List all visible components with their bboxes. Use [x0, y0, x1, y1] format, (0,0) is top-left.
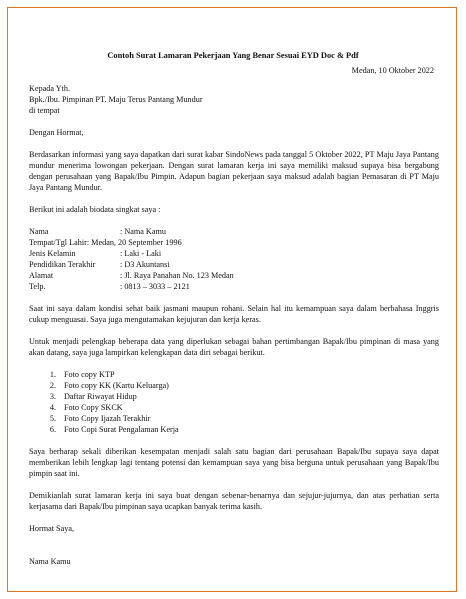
- list-number: 5.: [49, 414, 56, 423]
- biodata-table: [29, 226, 439, 292]
- list-number: 1.: [49, 370, 56, 379]
- list-text: Foto Copy Ijazah Terakhir: [64, 414, 151, 423]
- biodata-value: : D3 Akuntansi: [120, 260, 170, 269]
- biodata-row: [29, 281, 439, 292]
- recipient-block: [29, 83, 439, 116]
- paragraph-closing: Demikianlah surat lamaran kerja ini saya buat dengan sebenar-benarnya dan sejujur-jujurnya, dan atas perhatian serta kerjasama dari Bapak/Ibu pimpinan saya ucapkan banyak terima kasih.: [29, 491, 439, 511]
- letter-date: Medan, 10 Oktober 2022: [351, 66, 434, 75]
- list-number: 2.: [49, 381, 56, 390]
- list-number: 6.: [49, 425, 56, 434]
- letter-body: [29, 83, 439, 567]
- list-item: [29, 413, 439, 424]
- list-text: Daftar Riwayat Hidup: [64, 392, 137, 401]
- paragraph-attachments-intro: Untuk menjadi pelengkap beberapa data yang diperlukan sebagai bahan pertimbangan Bapak/Ibu pimpinan di masa yang akan datang, saya juga lampirkan kelengkapan data diri sebagai berikut.: [29, 337, 439, 357]
- paragraph-intro: Berdasarkan informasi yang saya dapatkan dari surat kabar SindoNews pada tanggal 5 Oktober 2022, PT Maju Jaya Pantang mundur menerima lowongan pekerjaan. Dengan surat lamaran kerja ini saya memiliki maksud supaya bisa bergabung dengan perusahaan yang Bapak/Ibu Pimpin. Adapun bagian pekerjaan saya maksud adalah bagian Pemasaran di PT Maju Jaya Pantang Mundur.: [29, 150, 439, 192]
- biodata-label: Telp.: [29, 282, 46, 291]
- list-text: Foto copy KTP: [64, 370, 115, 379]
- letter-page: [7, 7, 457, 592]
- list-item: [29, 402, 439, 413]
- paragraph-health: Saat ini saya dalam kondisi sehat baik jasmani maupun rohani. Selain hal itu kemampuan saya dalam berbahasa Inggris cukup menguasai. Saya juga mengutamakan kejujuran dan kerja keras.: [29, 304, 439, 324]
- biodata-label: Alamat: [29, 271, 54, 280]
- list-number: 3.: [49, 392, 56, 401]
- biodata-row: [29, 248, 439, 259]
- biodata-value: : 0813 – 3033 – 2121: [120, 282, 190, 291]
- list-item: [29, 380, 439, 391]
- paragraph-hope: Saya berharap sekali diberikan kesempatan menjadi salah satu bagian dari perusahaan Bapak/Ibu supaya saya dapat memberikan lebih lengkap lagi tentang potensi dan kemampuan saya yang bisa berguna untuk perusahaan yang Bapak/Ibu pimpin saat ini.: [29, 447, 439, 478]
- list-text: Foto copy KK (Kartu Keluarga): [64, 381, 169, 390]
- biodata-value: : Nama Kamu: [120, 227, 166, 236]
- list-item: [29, 391, 439, 402]
- biodata-value: : Jl. Raya Panahan No. 123 Medan: [120, 271, 234, 280]
- biodata-row: [29, 237, 439, 248]
- greeting: Dengan Hormat,: [29, 128, 84, 137]
- biodata-label: Pendidikan Terakhir: [29, 260, 96, 269]
- list-item: [29, 424, 439, 435]
- recipient-line: di tempat: [29, 106, 60, 115]
- biodata-value: : Medan, 20 September 1996: [86, 238, 182, 247]
- biodata-label: Jenis Kelamin: [29, 249, 76, 258]
- signature-name: Nama Kamu: [29, 557, 71, 566]
- list-text: Foto Copy SKCK: [64, 403, 123, 412]
- biodata-row: [29, 226, 439, 237]
- biodata-label: Tempat/Tgl Lahir: [29, 238, 87, 247]
- biodata-row: [29, 259, 439, 270]
- biodata-intro: Berikut ini adalah biodata singkat saya :: [29, 205, 161, 214]
- list-text: Foto Copi Surat Pengalaman Kerja: [64, 425, 179, 434]
- recipient-line: Kepada Yth.: [29, 84, 71, 93]
- list-number: 4.: [49, 403, 56, 412]
- biodata-value: : Laki - Laki: [120, 249, 162, 258]
- list-item: [29, 369, 439, 380]
- biodata-row: [29, 270, 439, 281]
- recipient-line: Bpk./Ibu. Pimpinan PT. Maju Terus Pantang Mundur: [29, 95, 203, 104]
- biodata-label: Nama: [29, 227, 49, 236]
- document-title: Contoh Surat Lamaran Pekerjaan Yang Benar Sesuai EYD Doc & Pdf: [107, 51, 359, 60]
- closing-salutation: Hormat Saya,: [29, 524, 75, 533]
- attachment-list: [29, 369, 439, 435]
